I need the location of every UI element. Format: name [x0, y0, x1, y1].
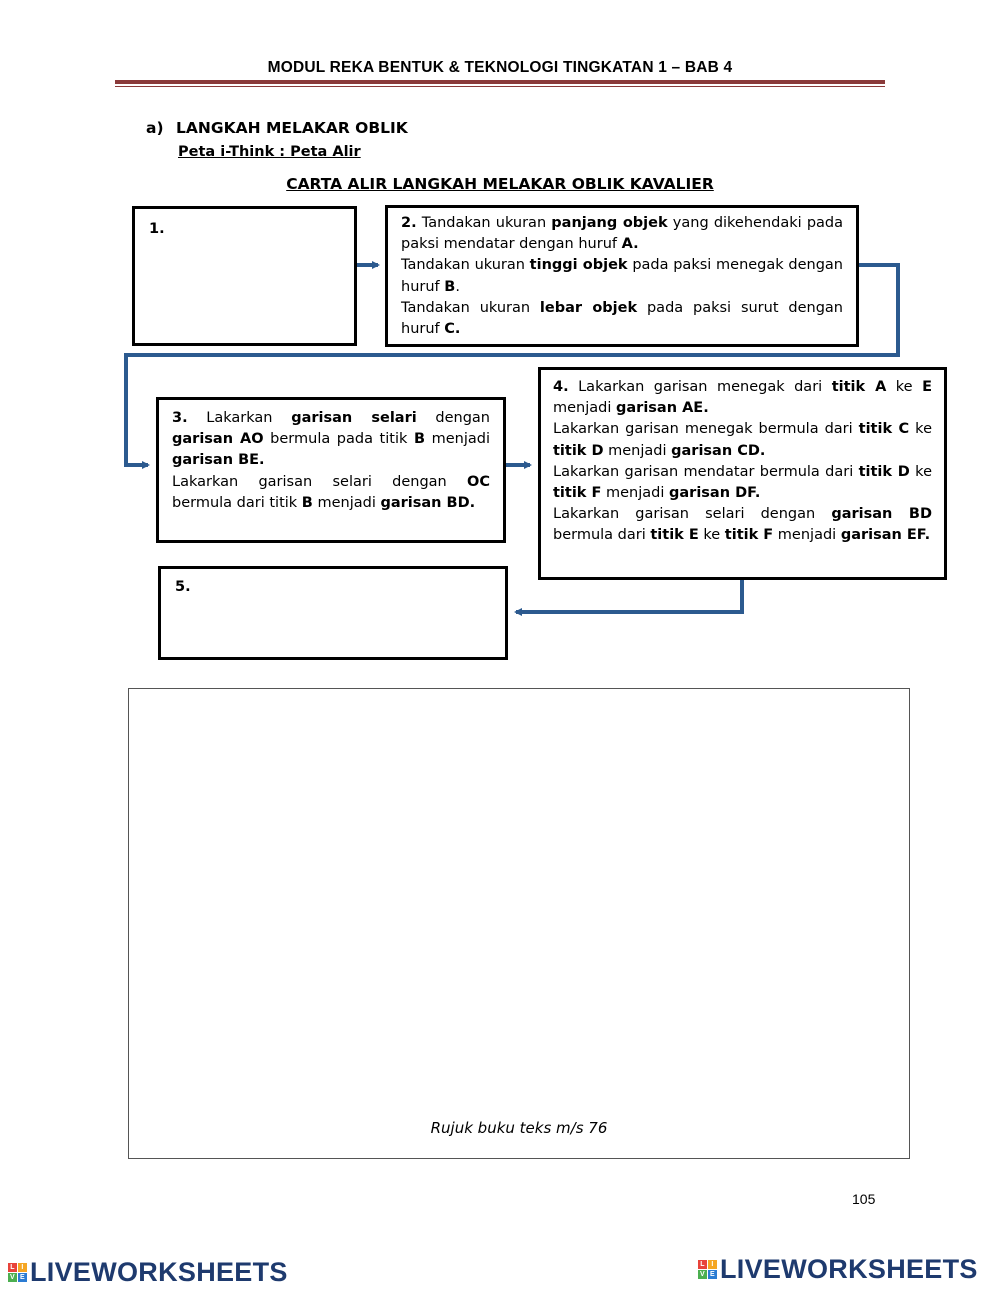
brand-mark-icon: L I V E	[8, 1263, 27, 1282]
step-1-number: 1.	[149, 221, 165, 237]
drawing-area[interactable]	[128, 688, 910, 1159]
step-3-line-2: Lakarkan garisan selari dengan OC bermula dari titik B menjadi garisan BD.	[172, 473, 490, 511]
step-4-line-2: Lakarkan garisan menegak bermula dari titik C ke titik D menjadi garisan CD.	[553, 421, 932, 459]
step-2-line-2: Tandakan ukuran tinggi objek pada paksi menegak dengan huruf B.	[401, 257, 843, 295]
brand-mark-icon: L I V E	[698, 1260, 717, 1279]
arrow-4-to-5	[516, 578, 742, 612]
step-3-line-1: 3. Lakarkan garisan selari dengan garisan AO bermula pada titik B menjadi garisan BE.	[172, 410, 490, 469]
textbook-reference: Rujuk buku teks m/s 76	[430, 1119, 608, 1137]
section-label: a)	[146, 119, 164, 137]
step-5-box[interactable]	[158, 566, 508, 660]
page-header-title: MODUL REKA BENTUK & TEKNOLOGI TINGKATAN 1 – BAB 4	[267, 59, 733, 76]
step-5-number: 5.	[175, 579, 191, 595]
step-4-line-1: 4. Lakarkan garisan menegak dari titik A ke E menjadi garisan AE.	[553, 379, 932, 417]
step-4-line-3: Lakarkan garisan mendatar bermula dari titik D ke titik F menjadi garisan DF.	[553, 463, 932, 502]
step-2-line-1: 2. Tandakan ukuran panjang objek yang dikehendaki pada paksi mendatar dengan huruf A.	[401, 215, 844, 253]
brand-logo-left[interactable]	[8, 1257, 288, 1288]
brand-name: LIVEWORKSHEETS	[30, 1257, 288, 1287]
section-title: LANGKAH MELAKAR OBLIK	[176, 119, 408, 137]
step-2-box	[385, 205, 859, 347]
step-1-box[interactable]	[132, 206, 357, 346]
step-4-line-4: Lakarkan garisan selari dengan garisan BD bermula dari titik E ke titik F menjadi garisan EF.	[553, 506, 932, 544]
brand-name: LIVEWORKSHEETS	[720, 1254, 978, 1284]
brand-logo-right[interactable]	[698, 1254, 978, 1285]
chart-title: CARTA ALIR LANGKAH MELAKAR OBLIK KAVALIER	[286, 175, 714, 193]
page-number: 105	[852, 1191, 876, 1207]
section-subtitle: Peta i-Think : Peta Alir	[178, 144, 361, 160]
step-4-box	[538, 367, 947, 580]
step-2-line-3: Tandakan ukuran lebar objek pada paksi surut dengan huruf C.	[401, 299, 843, 338]
step-3-box	[156, 397, 506, 543]
